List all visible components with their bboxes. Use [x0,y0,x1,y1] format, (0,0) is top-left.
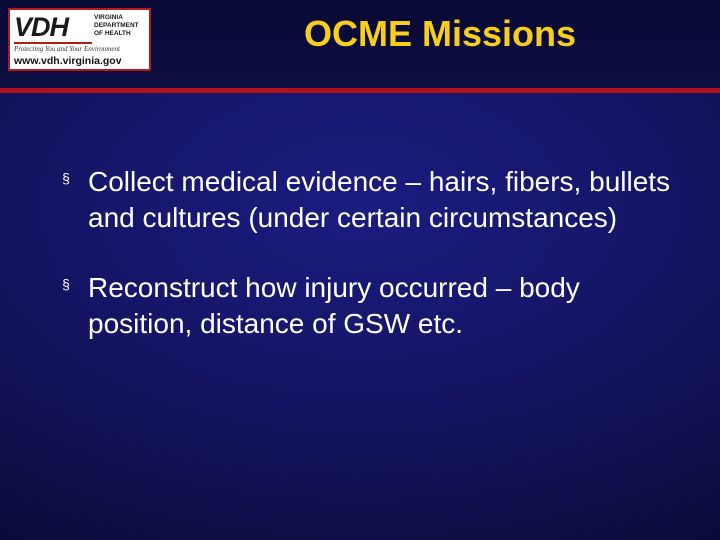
bullet-text: Collect medical evidence – hairs, fibers, bullets and cultures (under certain circumstances) [88,166,671,233]
bullet-item [60,270,680,342]
bullet-marker-icon: § [62,170,70,186]
vdh-logo [8,8,151,71]
bullet-list [60,164,680,342]
header-divider [0,88,720,93]
bullet-text: Reconstruct how injury occurred – body position, distance of GSW etc. [88,272,580,339]
vdh-logo-tagline: Protecting You and Your Environment [14,45,120,53]
bullet-item [60,164,680,236]
vdh-logo-underline [14,42,92,44]
vdh-logo-department-line: VIRGINIA [94,14,123,21]
bullet-marker-icon: § [62,276,70,292]
vdh-logo-department-line: DEPARTMENT [94,22,139,29]
slide-title: OCME Missions [303,13,577,54]
vdh-logo-department [94,14,150,38]
vdh-logo-url: www.vdh.virginia.gov [14,55,122,67]
vdh-logo-mark: VDH [14,12,69,42]
vdh-logo-department-line: OF HEALTH [94,30,131,37]
